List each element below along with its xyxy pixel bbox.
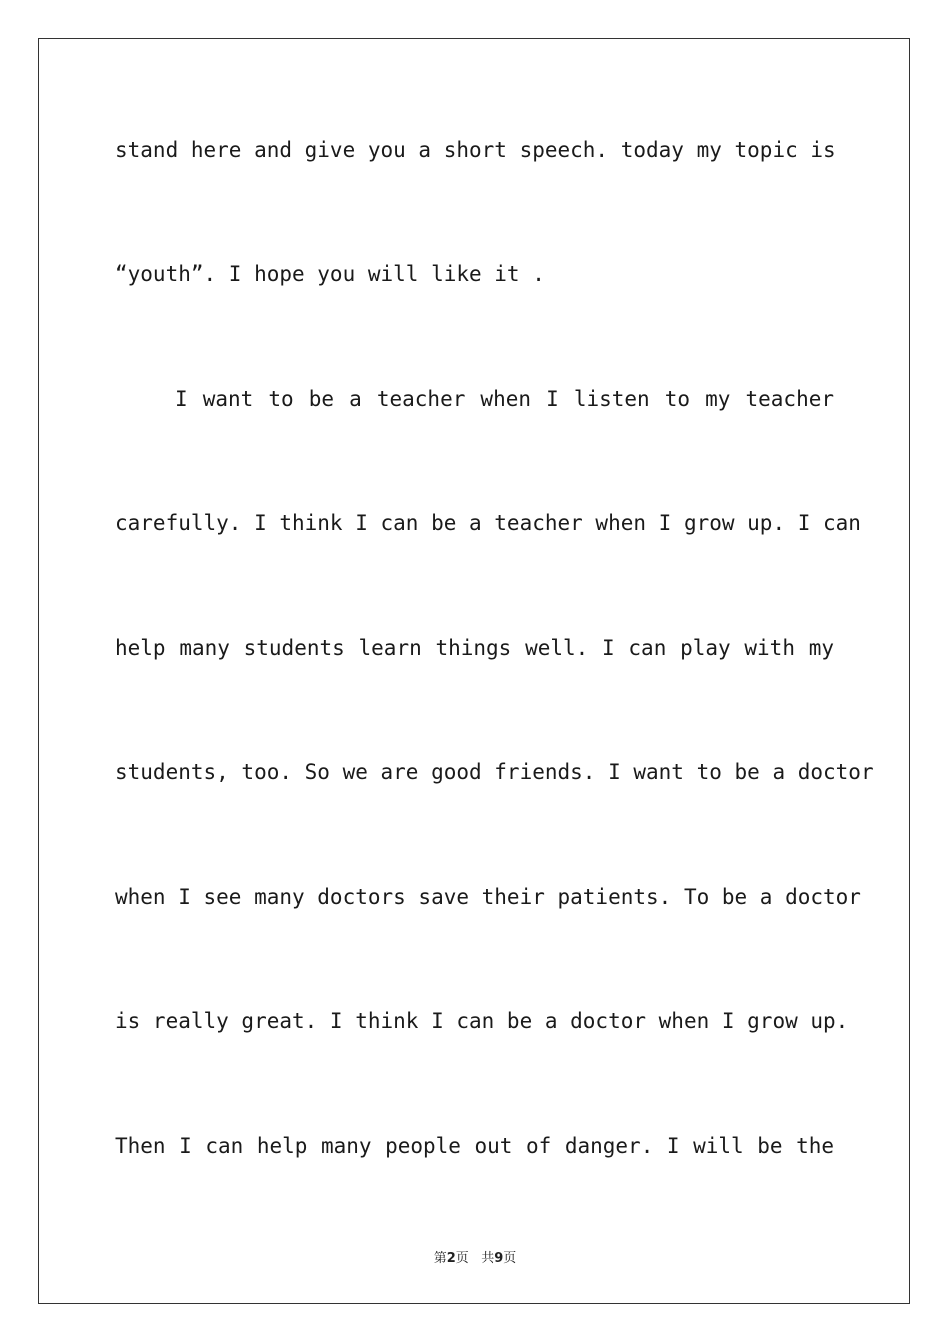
total-suffix: 页 [503, 1251, 517, 1266]
paragraph-line-2: “youth”. I hope you will like it . [115, 262, 545, 286]
page-border [38, 38, 910, 1304]
paragraph-line-1: stand here and give you a short speech. today my topic is [115, 138, 836, 162]
paragraph-line-5: help many students learn things well. I can play with my [115, 636, 834, 660]
page-suffix: 页 [455, 1251, 469, 1266]
total-prefix: 共 [481, 1251, 495, 1266]
paragraph-line-7: when I see many doctors save their patients. To be a doctor [115, 885, 861, 909]
paragraph-line-4: carefully. I think I can be a teacher when I grow up. I can [115, 511, 861, 535]
paragraph-line-6: students, too. So we are good friends. I want to be a doctor [115, 760, 874, 784]
paragraph-line-8: is really great. I think I can be a doctor when I grow up. [115, 1009, 849, 1033]
page-number: 2 [446, 1251, 456, 1266]
total-pages: 9 [494, 1251, 504, 1266]
paragraph-line-3: I want to be a teacher when I listen to my teacher [175, 387, 834, 411]
page-footer [0, 1247, 950, 1266]
paragraph-line-9: Then I can help many people out of danger. I will be the [115, 1134, 834, 1158]
page-prefix: 第 [433, 1251, 447, 1266]
